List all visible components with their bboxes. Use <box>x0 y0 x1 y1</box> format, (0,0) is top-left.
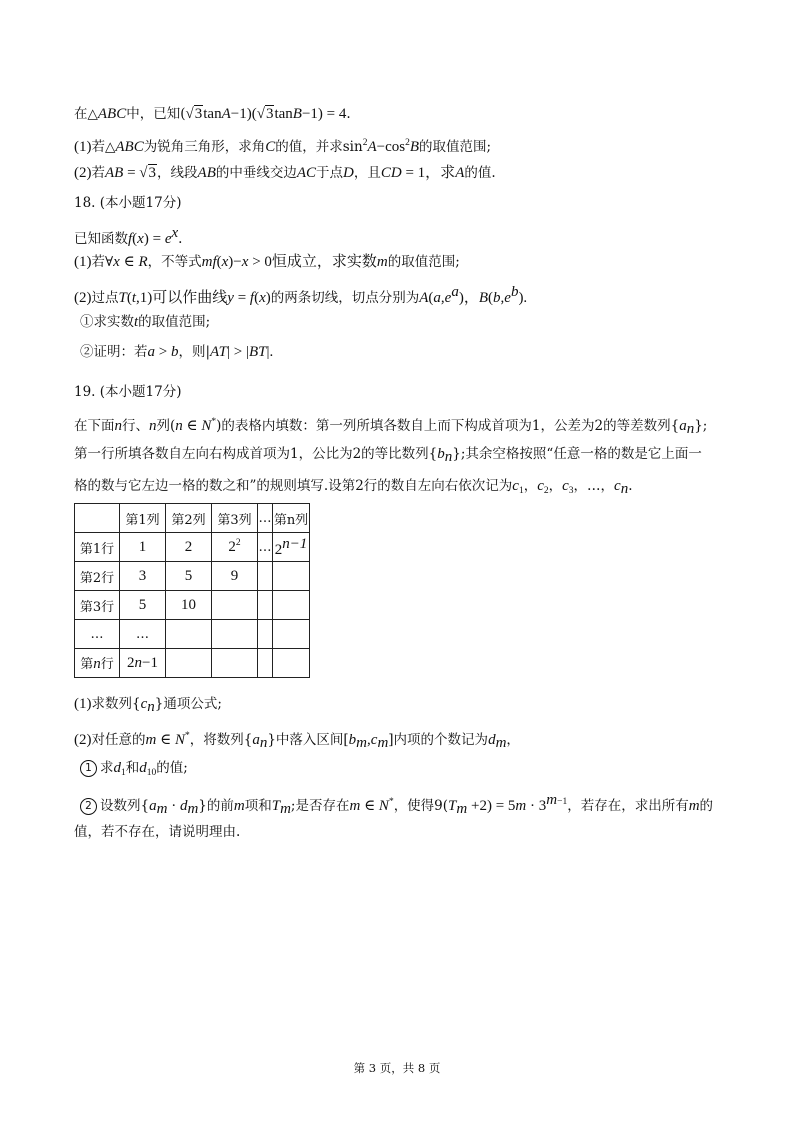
table-cell <box>212 591 258 620</box>
table-cell: … <box>120 620 166 649</box>
table-col-header: … <box>258 504 273 533</box>
table-cell: … <box>258 533 273 562</box>
table-col-header: 第3列 <box>212 504 258 533</box>
p19-header: 19. (本小题17分) <box>74 384 182 400</box>
p17-intro: 在△ABC中，已知(√3tanA−1)(√3tanB−1) = 4. <box>74 106 351 122</box>
p18-header: 18. (本小题17分) <box>74 195 182 211</box>
table-col-header: 第n列 <box>273 504 310 533</box>
p19-sub-1: 1 求$d_1$和$d_{10}$的值; <box>80 758 188 783</box>
circled-one: 1 <box>80 760 97 777</box>
table-cell: $2^{n-1}$ <box>273 533 310 562</box>
table-cell: 9 <box>212 562 258 591</box>
table-row-header: 第3行 <box>75 591 120 620</box>
table-cell: 1 <box>120 533 166 562</box>
table-cell <box>258 649 273 678</box>
table-cell: 3 <box>120 562 166 591</box>
p18-sub-2: ②证明：若a > b，则|AT| > |BT|. <box>80 344 274 360</box>
p19-question-2: (2)对任意的m ∈ N*，将数列$\{a_n\}$中落入区间$[b_m,c_m]$内项的个数记为$d_m$， <box>74 731 520 751</box>
table-row-header: … <box>75 620 120 649</box>
table-corner-cell <box>75 504 120 533</box>
table-cell <box>166 649 212 678</box>
number-table <box>74 503 310 678</box>
table-row <box>75 562 310 591</box>
page-footer: 第 3 页，共 8 页 <box>353 1061 441 1075</box>
p18-sub-1: ①求实数t的取值范围; <box>80 314 211 330</box>
p17-question-2: (2)若AB = √3，线段AB的中垂线交边AC于点D，且CD = 1，求A的值. <box>74 165 496 181</box>
table-cell: 10 <box>166 591 212 620</box>
table-cell <box>273 562 310 591</box>
table-cell: 2 <box>166 533 212 562</box>
table-cell <box>258 562 273 591</box>
circled-two: 2 <box>80 798 97 815</box>
table-row-header: 第2行 <box>75 562 120 591</box>
p19-line-2: 第一行所填各数自左向右构成首项为1，公比为2的等比数列$\{b_n\}$;其余空格按照“任意一格的数是它上面一 <box>74 446 702 465</box>
p17-question-1: (1)若△ABC为锐角三角形，求角C的值，并求$\sin^2A-\cos^2B$的取值范围; <box>74 138 492 155</box>
table-header-row <box>75 504 310 533</box>
table-cell: 2n−1 <box>120 649 166 678</box>
table-row-header: 第1行 <box>75 533 120 562</box>
p18-question-2: (2)过点T(t,1)可以作曲线y = f(x)的两条切线，切点分别为$A(a,e^a)$，$B(b,e^b)$. <box>74 284 528 306</box>
p19-sub-2: 2 设数列$\{a_m \cdot d_m\}$的前m项和$T_m$;是否存在m ∈ N*，使得$9(T_m +2) = 5m \cdot 3^{m-1}$，若存在，求出所有m的 <box>80 790 713 819</box>
table-cell: $2^2$ <box>212 533 258 562</box>
p19-line-1: 在下面n行、n列(n ∈ N*)的表格内填数：第一列所填各数自上而下构成首项为1，公差为2的等差数列$\{a_n\}$; <box>74 417 708 437</box>
p18-question-1: (1)若∀x ∈ R，不等式mf(x)−x > 0恒成立，求实数m的取值范围; <box>74 254 460 270</box>
table-cell <box>273 591 310 620</box>
table-cell <box>212 649 258 678</box>
table-cell <box>273 620 310 649</box>
table-row <box>75 620 310 649</box>
p19-last-line: 值，若不存在，请说明理由. <box>74 824 241 840</box>
p19-question-1: (1)求数列$\{c_n\}$通项公式; <box>74 696 222 715</box>
table-row <box>75 533 310 562</box>
table-cell <box>273 649 310 678</box>
table-cell: 5 <box>120 591 166 620</box>
table-row <box>75 591 310 620</box>
table-col-header: 第1列 <box>120 504 166 533</box>
table-cell <box>212 620 258 649</box>
table-col-header: 第2列 <box>166 504 212 533</box>
p18-intro: 已知函数$f(x) = e^x$. <box>74 225 183 247</box>
table-cell <box>258 620 273 649</box>
table-cell <box>258 591 273 620</box>
p19-line-3: 格的数与它左边一格的数之和”的规则填写.设第2行的数自左向右依次记为$c_1$，$c_2$，$c_3$，…，$c_n$. <box>74 478 633 497</box>
table-row-header: 第n行 <box>75 649 120 678</box>
table-cell: 5 <box>166 562 212 591</box>
table-row <box>75 649 310 678</box>
table-cell <box>166 620 212 649</box>
